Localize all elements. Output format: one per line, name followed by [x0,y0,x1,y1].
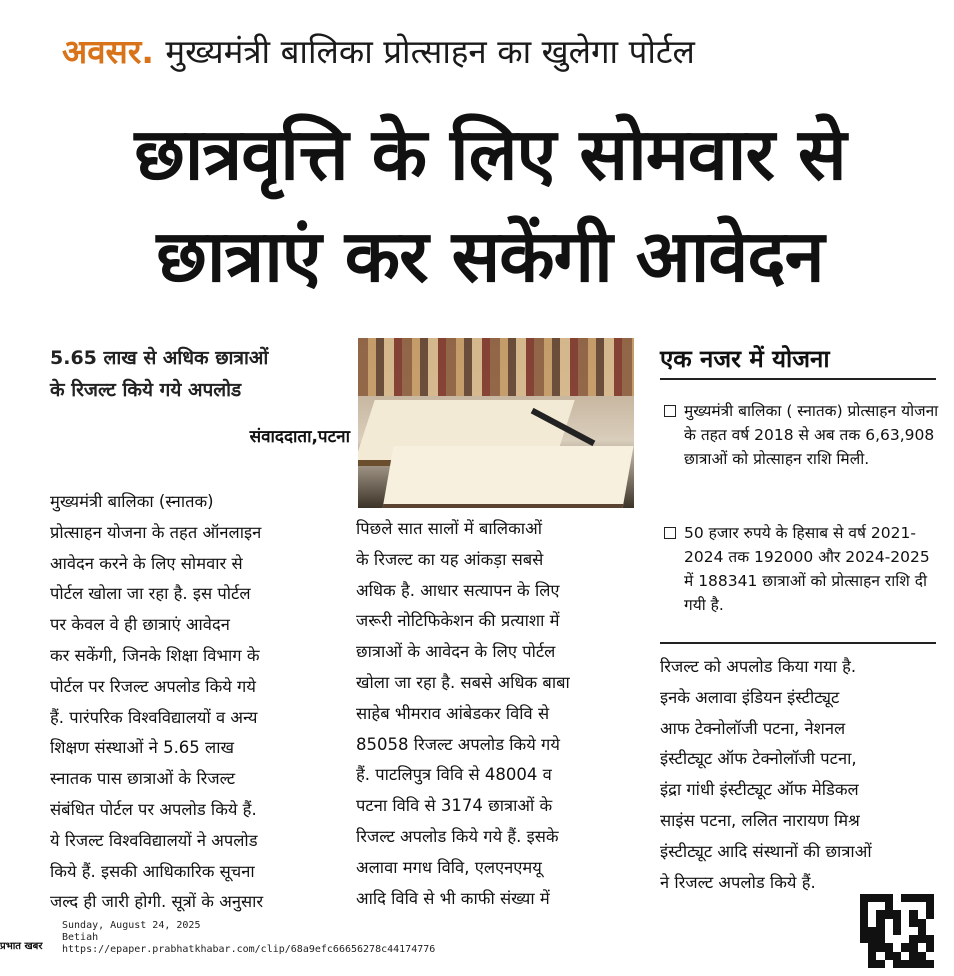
qr-module [901,960,909,968]
text-line: साइंस पटना, ललित नारायण मिश्र [660,810,860,830]
qr-module [901,902,909,910]
article-column-3 [660,652,942,898]
qr-module [885,919,893,927]
qr-module [876,935,884,943]
books-photo [358,338,634,508]
qr-module [885,943,893,951]
infobox-divider [660,378,936,380]
qr-module [901,910,909,918]
qr-module [926,927,934,935]
qr-module [885,894,893,902]
qr-module [926,960,934,968]
text-line: पटना विवि से 3174 छात्राओं के [356,796,553,816]
qr-module [909,894,917,902]
qr-module [893,894,901,902]
infobox-item-text: मुख्यमंत्री बालिका ( स्नातक) प्रोत्साहन योजना के तहत वर्ष 2018 से अब तक 6,63,908 छात्राओं को प्रोत्साहन राशि मिली. [684,402,939,468]
qr-module [868,935,876,943]
qr-module [926,910,934,918]
qr-code-icon[interactable] [860,894,934,968]
text-line: आवेदन करने के लिए सोमवार से [50,553,243,573]
qr-module [909,902,917,910]
infobox-title: एक नजर में योजना [660,345,830,373]
text-line: पोर्टल खोला जा रहा है. इस पोर्टल [50,584,251,604]
qr-module [909,919,917,927]
text-line: इंस्टीट्यूट ऑफ टेक्नोलॉजी पटना, [660,749,857,769]
qr-module [876,902,884,910]
qr-module [918,894,926,902]
kicker-tag: अवसर [62,32,142,71]
text-line: पोर्टल पर रिजल्ट अपलोड किये गये [50,676,256,696]
qr-module [876,952,884,960]
qr-module [860,935,868,943]
article-column-1 [50,487,340,918]
qr-module [918,919,926,927]
qr-module [918,943,926,951]
qr-module [868,952,876,960]
qr-module [885,927,893,935]
footer-date: Sunday, August 24, 2025 [62,920,201,931]
qr-module [909,960,917,968]
qr-module [868,919,876,927]
text-line: हैं. पाटलिपुत्र विवि से 48004 व [356,765,552,785]
text-line: अधिक है. आधार सत्यापन के लिए [356,580,560,600]
text-line: जरूरी नोटिफिकेशन की प्रत्याशा में [356,611,560,631]
qr-module [918,960,926,968]
qr-module [860,910,868,918]
footer-url[interactable]: https://epaper.prabhatkhabar.com/clip/68a9efc66656278c44174776 [62,944,436,955]
qr-module [893,935,901,943]
infobox-item-text: 50 हजार रुपये के हिसाब से वर्ष 2021-2024 तक 192000 और 2024-2025 में 188341 छात्राओं को प्रोत्साहन राशि दी गयी है. [684,524,930,614]
qr-module [860,952,868,960]
qr-module [926,902,934,910]
qr-module [860,902,868,910]
subheadline-line-2: के रिजल्ट किये गये अपलोड [50,379,242,401]
open-book-graphic [382,446,633,508]
qr-module [860,894,868,902]
qr-module [885,910,893,918]
qr-module [876,927,884,935]
qr-module [893,960,901,968]
qr-module [926,919,934,927]
text-line: आदि विवि से भी काफी संख्या में [356,888,550,908]
qr-module [885,952,893,960]
text-line: संबंधित पोर्टल पर अपलोड किये हैं. [50,799,257,819]
qr-module [901,935,909,943]
qr-module [909,910,917,918]
qr-module [926,952,934,960]
text-line: ने रिजल्ट अपलोड किये हैं. [660,872,816,892]
qr-module [868,927,876,935]
qr-module [868,902,876,910]
qr-module [926,943,934,951]
checkbox-bullet-icon [664,405,676,417]
qr-module [860,927,868,935]
qr-module [885,960,893,968]
bookshelf-graphic [358,338,634,396]
text-line: शिक्षण संस्थाओं ने 5.65 लाख [50,738,235,758]
text-line: पर केवल वे ही छात्राएं आवेदन [50,615,230,635]
text-line: इनके अलावा इंडियन इंस्टीट्यूट [660,687,840,707]
qr-module [909,935,917,943]
text-line: साहेब भीमराव आंबेडकर विवि से [356,703,550,723]
qr-module [918,952,926,960]
text-line: स्नातक पास छात्राओं के रिजल्ट [50,769,236,789]
qr-module [893,910,901,918]
text-line: के रिजल्ट का यह आंकड़ा सबसे [356,549,544,569]
qr-module [909,943,917,951]
qr-module [893,952,901,960]
text-line: इंस्टीट्यूट आदि संस्थानों की छात्राओं [660,841,872,861]
qr-module [876,910,884,918]
qr-module [893,919,901,927]
kicker [62,26,942,78]
text-line: जल्द ही जारी होगी. सूत्रों के अनुसार [50,892,264,912]
qr-module [926,935,934,943]
text-line: किये हैं. इसकी आधिकारिक सूचना [50,861,255,881]
kicker-separator: . [141,32,154,71]
qr-module [876,960,884,968]
qr-module [901,927,909,935]
text-line: प्रोत्साहन योजना के तहत ऑनलाइन [50,522,262,542]
text-line: छात्राओं के आवेदन के लिए पोर्टल [356,642,556,662]
qr-module [868,960,876,968]
infobox-item [664,399,940,471]
qr-module [901,919,909,927]
qr-module [860,960,868,968]
qr-module [868,894,876,902]
qr-module [868,943,876,951]
qr-module [876,943,884,951]
qr-module [885,935,893,943]
qr-module [901,943,909,951]
text-line: मुख्यमंत्री बालिका (स्नातक) [50,492,214,511]
qr-module [901,894,909,902]
text-line: इंद्रा गांधी इंस्टीट्यूट ऑफ मेडिकल [660,780,859,800]
text-line: रिजल्ट को अपलोड किया गया है. [660,657,857,676]
infobox-bottom-divider [660,642,936,644]
byline: संवाददाता,पटना [249,427,350,447]
qr-module [893,943,901,951]
qr-module [918,910,926,918]
qr-module [876,894,884,902]
article-column-2 [356,514,642,914]
subheadline-line-1: 5.65 लाख से अधिक छात्राओं [50,347,269,369]
subheadline [50,342,350,406]
qr-module [918,902,926,910]
text-line: आफ टेक्नोलॉजी पटना, नेशनल [660,718,846,738]
text-line: कर सकेंगी, जिनके शिक्षा विभाग के [50,645,260,665]
qr-module [885,902,893,910]
qr-module [909,952,917,960]
headline-line-1: छात्रवृत्ति के लिए सोमवार से [134,112,846,196]
clip-footer [62,920,435,956]
qr-module [876,919,884,927]
qr-module [860,919,868,927]
infobox-item [664,521,940,617]
qr-module [926,894,934,902]
text-line: अलावा मगध विवि, एलएनएमयू [356,857,542,877]
qr-module [901,952,909,960]
headline-line-2: छात्राएं कर सकेंगी आवेदन [156,214,824,298]
qr-module [909,927,917,935]
footer-edition: Betiah [62,932,99,943]
qr-module [918,935,926,943]
newspaper-logo: प्रभात खबर [0,941,43,952]
checkbox-bullet-icon [664,527,676,539]
text-line: रिजल्ट अपलोड किये गये हैं. इसके [356,826,559,846]
kicker-text: मुख्यमंत्री बालिका प्रोत्साहन का खुलेगा पोर्टल [165,32,695,71]
qr-module [868,910,876,918]
text-line: पिछले सात सालों में बालिकाओं [356,519,542,538]
qr-module [893,927,901,935]
text-line: 85058 रिजल्ट अपलोड किये गये [356,734,560,754]
text-line: खोला जा रहा है. सबसे अधिक बाबा [356,672,570,692]
text-line: हैं. पारंपरिक विश्वविद्यालयों व अन्य [50,707,258,727]
qr-module [918,927,926,935]
text-line: ये रिजल्ट विश्वविद्यालयों ने अपलोड [50,830,258,850]
qr-module [893,902,901,910]
qr-module [860,943,868,951]
